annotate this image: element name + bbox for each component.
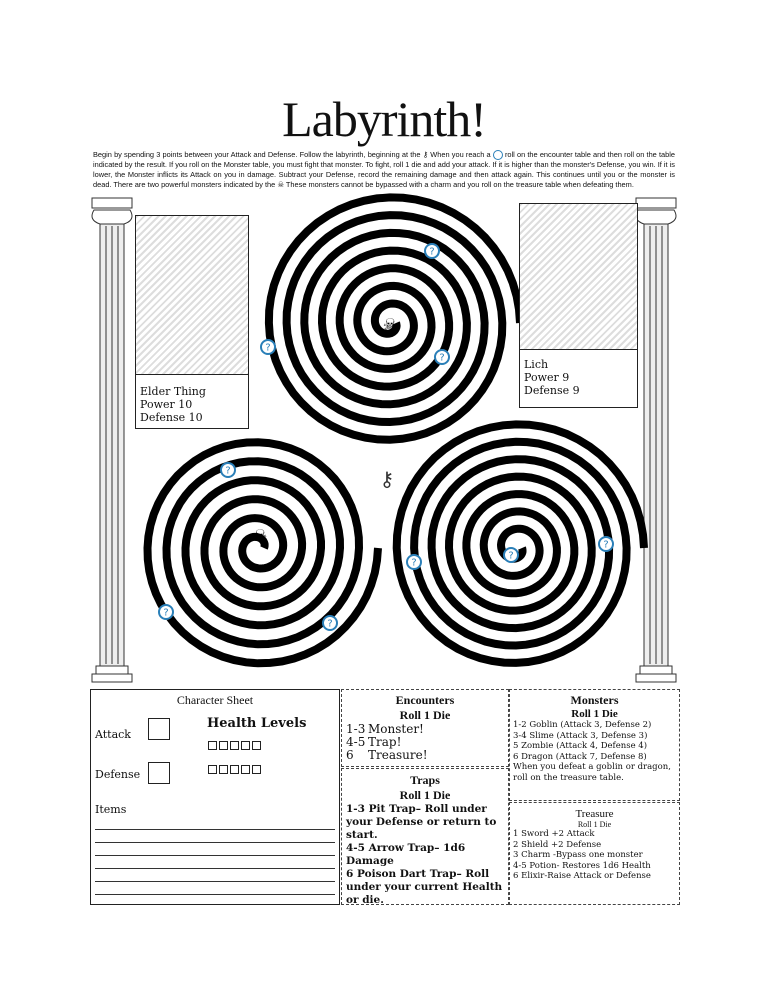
health-row-2[interactable] [208,764,263,777]
health-levels-label: Health Levels [207,716,307,731]
trap-row: 6 Poison Dart Trap– Roll under your current Health or die. [346,868,503,906]
attack-box[interactable] [148,718,170,740]
lich-name: Lich [524,358,549,371]
question-mark-icon[interactable] [407,555,421,569]
question-mark-icon[interactable] [323,616,337,630]
question-mark-icon[interactable] [504,548,518,562]
skull-icon[interactable]: ☠ [382,315,398,334]
character-sheet: Character Sheet Attack Defense Health Levels Items [90,689,340,905]
treasure-row: 2 Shield +2 Defense [513,839,602,850]
treasure-row: 6 Elixir-Raise Attack or Defense [513,871,651,881]
intro-text: Begin by spending 3 points between your Attack and Defense. Follow the labyrinth, beginning at the ⚷ When you reach a roll on the encounter table and then roll on the table indicated by the result. If you roll on the Monster table, you must fight that monster. To fight, roll 1 die and add your attack. If it is higher than the monster's Defense, you win. If it is lower, the Monster inflicts its Attack on you in damage. Subtract your Defense, record the remaining damage and then attack again. This continues until you or the monster is dead. There are two powerful monsters indicated by the ☠ These monsters cannot be bypassed with a charm and you roll on the treasure table when defeating them. [93,150,675,190]
question-mark-icon[interactable] [425,244,439,258]
svg-text:?: ? [603,539,609,551]
monster-row: 6 Dragon (Attack 7, Defense 8) [513,751,647,762]
defense-box[interactable] [148,762,170,784]
lich-power: Power 9 [524,371,570,384]
svg-text:?: ? [411,557,417,569]
question-mark-icon[interactable] [221,463,235,477]
treasure-row: 3 Charm -Bypass one monster [513,850,643,860]
skull-icon[interactable]: ☠ [252,526,268,545]
elder-thing-name: Elder Thing [140,385,206,398]
encounter-row: 4-5 Trap! [346,735,402,749]
question-mark-icon[interactable] [261,340,275,354]
lich-card [519,203,638,408]
monsters-table: Monsters Roll 1 Die 1-2 Goblin (Attack 3, Defense 2) 3-4 Slime (Attack 3, Defense 3) 5 Zombie (Attack 4, Defense 4) 6 Dragon (Attack 7, Defense 8) When you defeat a goblin or dragon, roll on the treasure table. [509,689,680,801]
svg-text:?: ? [225,465,231,477]
defense-label: Defense [95,768,141,781]
elder-thing-illustration [136,216,248,375]
health-row-1[interactable] [208,740,263,753]
svg-text:?: ? [163,607,169,619]
encounter-row: 1-3 Monster! [346,722,424,736]
monster-row: 5 Zombie (Attack 4, Defense 4) [513,741,648,751]
elder-thing-defense: Defense 10 [140,411,203,424]
lich-illustration [520,204,637,350]
attack-label: Attack [95,728,131,741]
items-label: Items [95,803,127,816]
lich-defense: Defense 9 [524,384,580,397]
monster-row: 3-4 Slime (Attack 3, Defense 3) [513,730,648,741]
question-mark-icon[interactable] [599,537,613,551]
question-mark-icon[interactable] [159,605,173,619]
skull-icon: ☠ [277,180,284,190]
treasure-row: 1 Sword +2 Attack [513,829,595,839]
treasure-row: 4-5 Potion- Restores 1d6 Health [513,860,651,871]
treasure-table: Treasure Roll 1 Die 1 Sword +2 Attack 2 Shield +2 Defense 3 Charm -Bypass one monster 4-5 Potion- Restores 1d6 Health 6 Elixir-Raise Attack or Defense [509,802,680,905]
right-pillar [636,198,676,682]
page-title: Labyrinth! [282,91,486,147]
svg-text:?: ? [265,342,271,354]
encounter-row: 6 Treasure! [346,748,428,762]
items-lines[interactable] [95,817,335,895]
keyhole-icon: ⚷ [422,150,429,159]
spiral-path [148,442,379,663]
svg-text:?: ? [508,550,514,562]
keyhole-icon[interactable]: ⚷ [379,467,395,491]
trap-row: 4-5 Arrow Trap– 1d6 Damage [346,842,466,867]
elder-thing-card [135,215,249,429]
svg-text:?: ? [327,618,333,630]
monster-row: 1-2 Goblin (Attack 3, Defense 2) [513,720,652,730]
question-mark-icon[interactable] [435,350,449,364]
svg-text:?: ? [439,352,445,364]
traps-table: Traps Roll 1 Die 1-3 Pit Trap– Roll under your Defense or return to start. 4-5 Arrow Trap– 1d6 Damage 6 Poison Dart Trap– Roll under your current Health or die. [341,768,509,905]
monsters-note: When you defeat a goblin or dragon, roll on the treasure table. [513,762,671,783]
encounters-table: Encounters Roll 1 Die 1-3 Monster! 4-5 Trap! 6 Treasure! [341,689,509,767]
svg-text:?: ? [429,246,435,258]
elder-thing-power: Power 10 [140,398,193,411]
trap-row: 1-3 Pit Trap– Roll under your Defense or return to start. [346,803,497,841]
left-pillar [92,198,132,682]
